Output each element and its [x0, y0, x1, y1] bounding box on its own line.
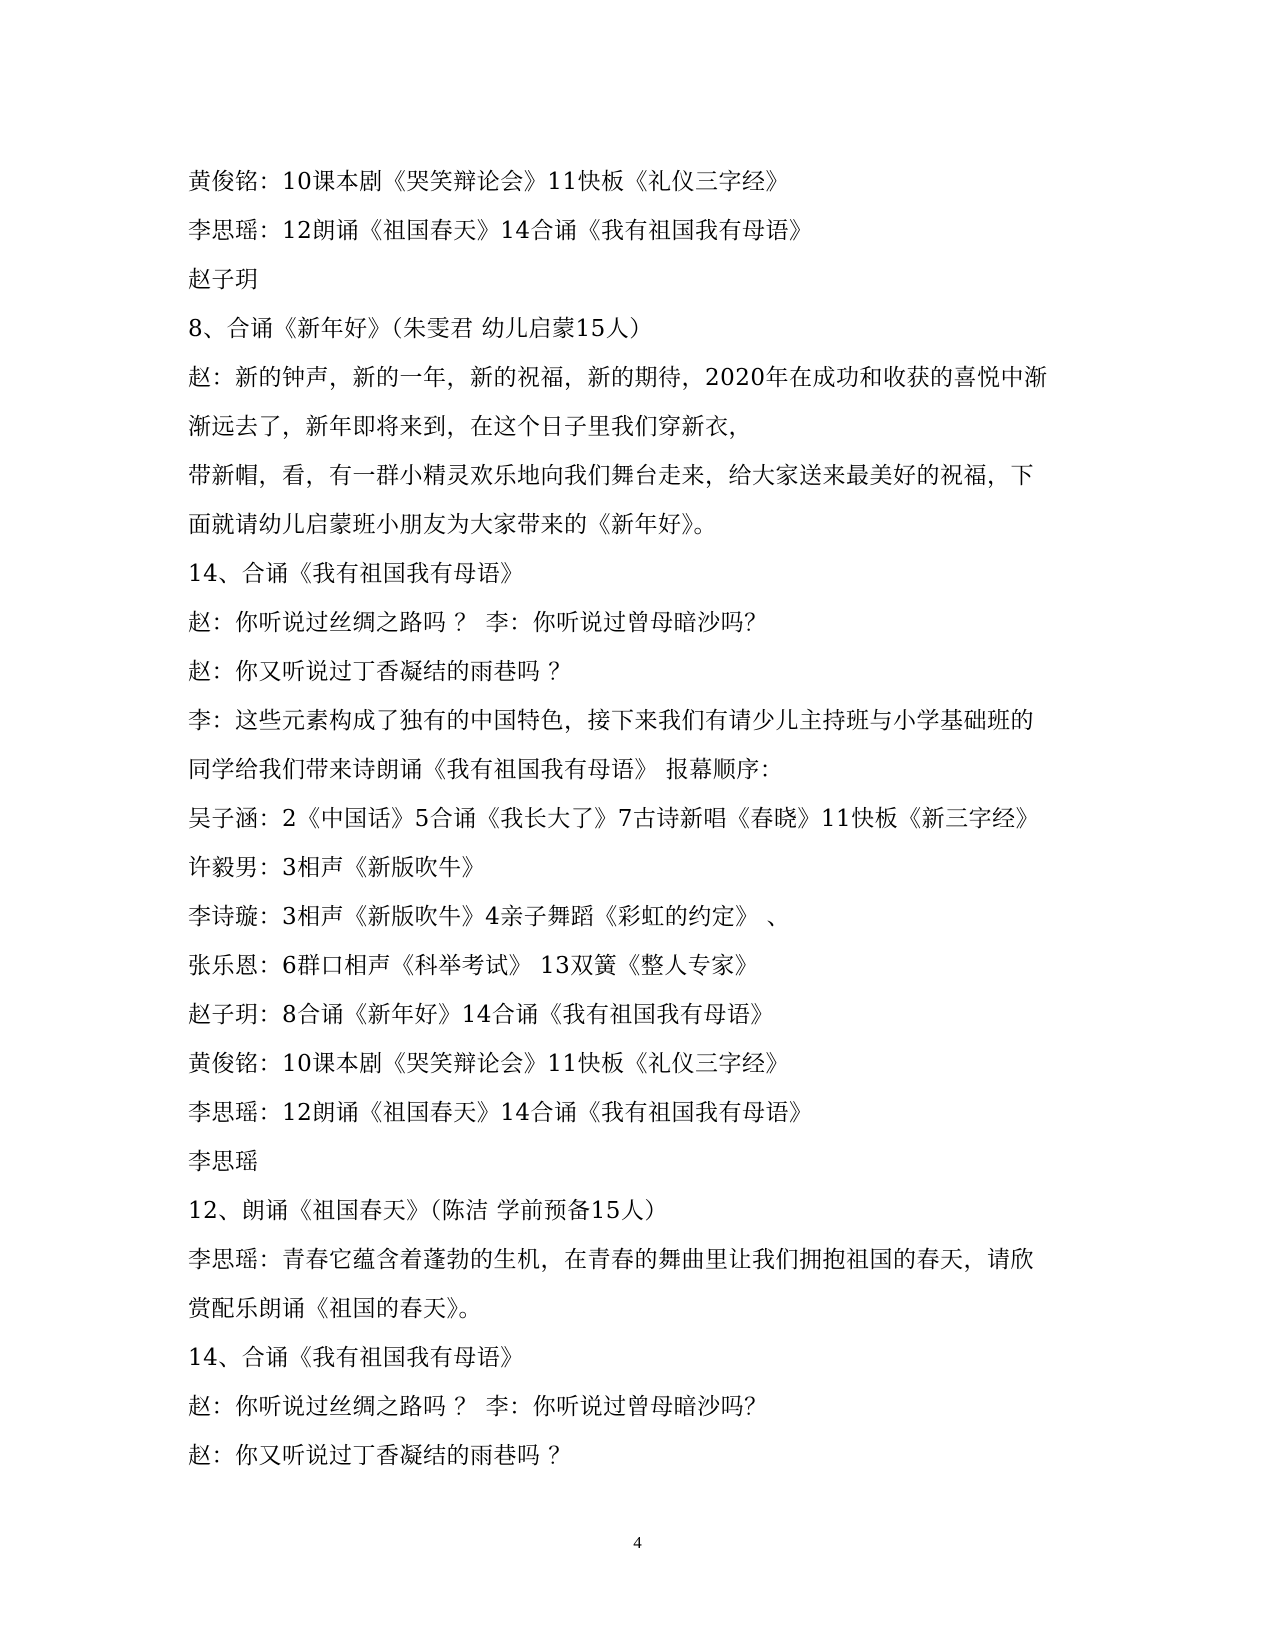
text-line: 吴子涵：2《中国话》5合诵《我长大了》7古诗新唱《春晓》11快板《新三字经》 — [188, 806, 1040, 832]
text-line: 李思瑶：12朗诵《祖国春天》14合诵《我有祖国我有母语》 — [188, 218, 813, 244]
text-line: 李：这些元素构成了独有的中国特色，接下来我们有请少儿主持班与小学基础班的 — [188, 708, 1034, 734]
section-heading: 14、合诵《我有祖国我有母语》 — [188, 1345, 524, 1371]
text-line: 李诗璇：3相声《新版吹牛》4亲子舞蹈《彩虹的约定》 、 — [188, 904, 791, 930]
text-line: 赵子玥：8合诵《新年好》14合诵《我有祖国我有母语》 — [188, 1002, 774, 1028]
text-line: 赵子玥 — [188, 267, 259, 293]
text-line: 同学给我们带来诗朗诵《我有祖国我有母语》 报幕顺序： — [188, 757, 784, 783]
section-heading: 8、合诵《新年好》（朱雯君 幼儿启蒙15人） — [188, 316, 653, 342]
text-line: 赏配乐朗诵《祖国的春天》。 — [188, 1296, 482, 1322]
text-line: 带新帽，看，有一群小精灵欢乐地向我们舞台走来，给大家送来最美好的祝福，下 — [188, 463, 1034, 489]
text-line: 李思瑶：12朗诵《祖国春天》14合诵《我有祖国我有母语》 — [188, 1100, 813, 1126]
text-line: 赵：新的钟声，新的一年，新的祝福，新的期待，2020年在成功和收获的喜悦中渐 — [188, 365, 1048, 391]
text-line: 赵：你又听说过丁香凝结的雨巷吗 ？ — [188, 659, 572, 685]
page-number: 4 — [633, 1533, 642, 1552]
text-line: 面就请幼儿启蒙班小朋友为大家带来的《新年好》。 — [188, 512, 717, 538]
section-heading: 12、朗诵《祖国春天》（陈洁 学前预备15人） — [188, 1198, 668, 1224]
text-line: 李思瑶 — [188, 1149, 259, 1175]
text-line: 赵：你又听说过丁香凝结的雨巷吗 ？ — [188, 1443, 572, 1469]
text-line: 赵：你听说过丝绸之路吗 ？ 李：你听说过曾母暗沙吗？ — [188, 610, 768, 636]
text-line: 黄俊铭：10课本剧《哭笑辩论会》11快板《礼仪三字经》 — [188, 1051, 790, 1077]
text-line: 渐远去了，新年即将来到，在这个日子里我们穿新衣， — [188, 414, 752, 440]
text-line: 张乐恩：6群口相声《科举考试》 13双簧《整人专家》 — [188, 953, 759, 979]
text-line: 许毅男：3相声《新版吹牛》 — [188, 855, 486, 881]
text-line: 黄俊铭：10课本剧《哭笑辩论会》11快板《礼仪三字经》 — [188, 169, 790, 195]
text-line: 李思瑶：青春它蕴含着蓬勃的生机，在青春的舞曲里让我们拥抱祖国的春天，请欣 — [188, 1247, 1034, 1273]
document-body — [188, 158, 1088, 1481]
section-heading: 14、合诵《我有祖国我有母语》 — [188, 561, 524, 587]
text-line: 赵：你听说过丝绸之路吗 ？ 李：你听说过曾母暗沙吗？ — [188, 1394, 768, 1420]
